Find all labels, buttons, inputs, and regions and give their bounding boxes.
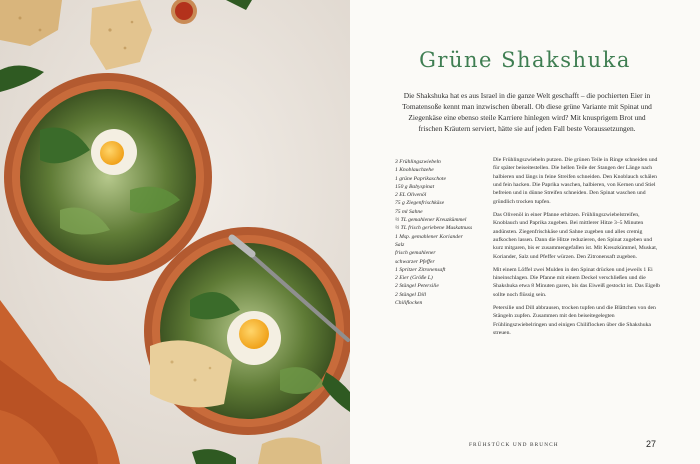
ingredient-list xyxy=(395,158,490,307)
ingredient-item: 75 ml Sahne xyxy=(395,208,423,215)
ingredient-item: 75 g Ziegenfrischkäse xyxy=(395,200,445,207)
step-paragraph: Mit einem Löffel zwei Mulden in den Spinat drücken und jeweils 1 Ei hineinschlagen. Die Pfanne mit einem Deckel verschließen und die Shakshuka etwa 8 Minuten garen, bis das Eiweiß gestockt ist. Das Eigelb sollte noch flüssig sein. xyxy=(493,266,660,298)
step-paragraph: Die Frühlingszwiebeln putzen. Die grünen Teile in Ringe schneiden und für später beiseitestellen. Die hellen Teile der Stangen der Länge nach halbieren und längs in feine Streifen schneiden. Den Knoblauch schälen und fein hacken. Die Paprika waschen, halbieren, von Kernen und Stiel befreien und in dünne Streifen schneiden. Den Spinat waschen und gründlich trocken tupfen. xyxy=(493,157,658,205)
page-number: 27 xyxy=(646,439,657,449)
step-paragraph: Das Olivenöl in einer Pfanne erhitzen. Frühlingszwiebelstreifen, Knoblauch und Paprika zugeben. Bei mittlerer Hitze 3–5 Minuten andünsten. Ziegenfrischkäse und Sahne zugeben und alles cremig aufkochen lassen. Dann die Hitze reduzieren, den Spinat zugeben und kurz mitgaren, bis er zusammengefallen ist. Mit Kreuzkümmel, Muskat, Koriander, Salz und Pfeffer würzen. Den Zitronensaft zugeben. xyxy=(493,211,658,260)
ingredient-item: schwarzer Pfeffer xyxy=(395,258,435,265)
ingredient-item: Chiliflocken xyxy=(395,300,423,307)
preparation-steps xyxy=(493,156,663,342)
ingredient-item: 3 Frühlingszwiebeln xyxy=(395,159,441,165)
section-footer: FRÜHSTÜCK UND BRUNCH xyxy=(469,442,559,448)
ingredient-item: 2 Stängel Petersilie xyxy=(395,283,439,290)
ingredient-item: 1 Knoblauchzehe xyxy=(395,167,434,174)
step-paragraph: Petersilie und Dill abbrausen, trocken tupfen und die Blättchen von den Stängeln zupfen. Zusammen mit den beiseitegelegten Frühlingszwiebelringen und einigen Chiliflocken über die Shakshuka streuen. xyxy=(493,304,656,336)
recipe-page xyxy=(350,0,700,464)
ingredient-item: 150 g Babyspinat xyxy=(395,183,435,190)
ingredient-item: 2 Eier (Größe L) xyxy=(395,275,433,282)
ingredient-item: 2 Stängel Dill xyxy=(395,291,427,298)
ingredient-item: 1 Msp. gemahlener Koriander xyxy=(395,233,463,240)
ingredient-item: 1 grüne Paprikaschote xyxy=(395,175,446,182)
ingredient-item: frisch gemahlener xyxy=(395,250,436,257)
ingredient-item: Salz xyxy=(395,241,405,248)
ingredient-item: ½ TL frisch geriebene Muskatnuss xyxy=(395,225,473,232)
ingredient-item: 2 EL Olivenöl xyxy=(395,192,427,199)
ingredient-item: 1 Spritzer Zitronensaft xyxy=(395,266,446,273)
recipe-title: Grüne Shakshuka xyxy=(419,48,631,72)
recipe-intro: Die Shakshuka hat es aus Israel in die ganze Welt geschafft – die pochierten Eier in Tomatensoße kennt man inzwischen überall. Ob diese grüne Variante mit Spinat und Ziegenkäse eine ebenso steile Karriere hinlegen wird? Mit knusprigem Brot und frischen Kräutern serviert, hätte sie auf jeden Fall beste Voraussetzungen. xyxy=(402,91,652,133)
ingredient-item: ½ TL gemahlener Kreuzkümmel xyxy=(395,217,467,224)
